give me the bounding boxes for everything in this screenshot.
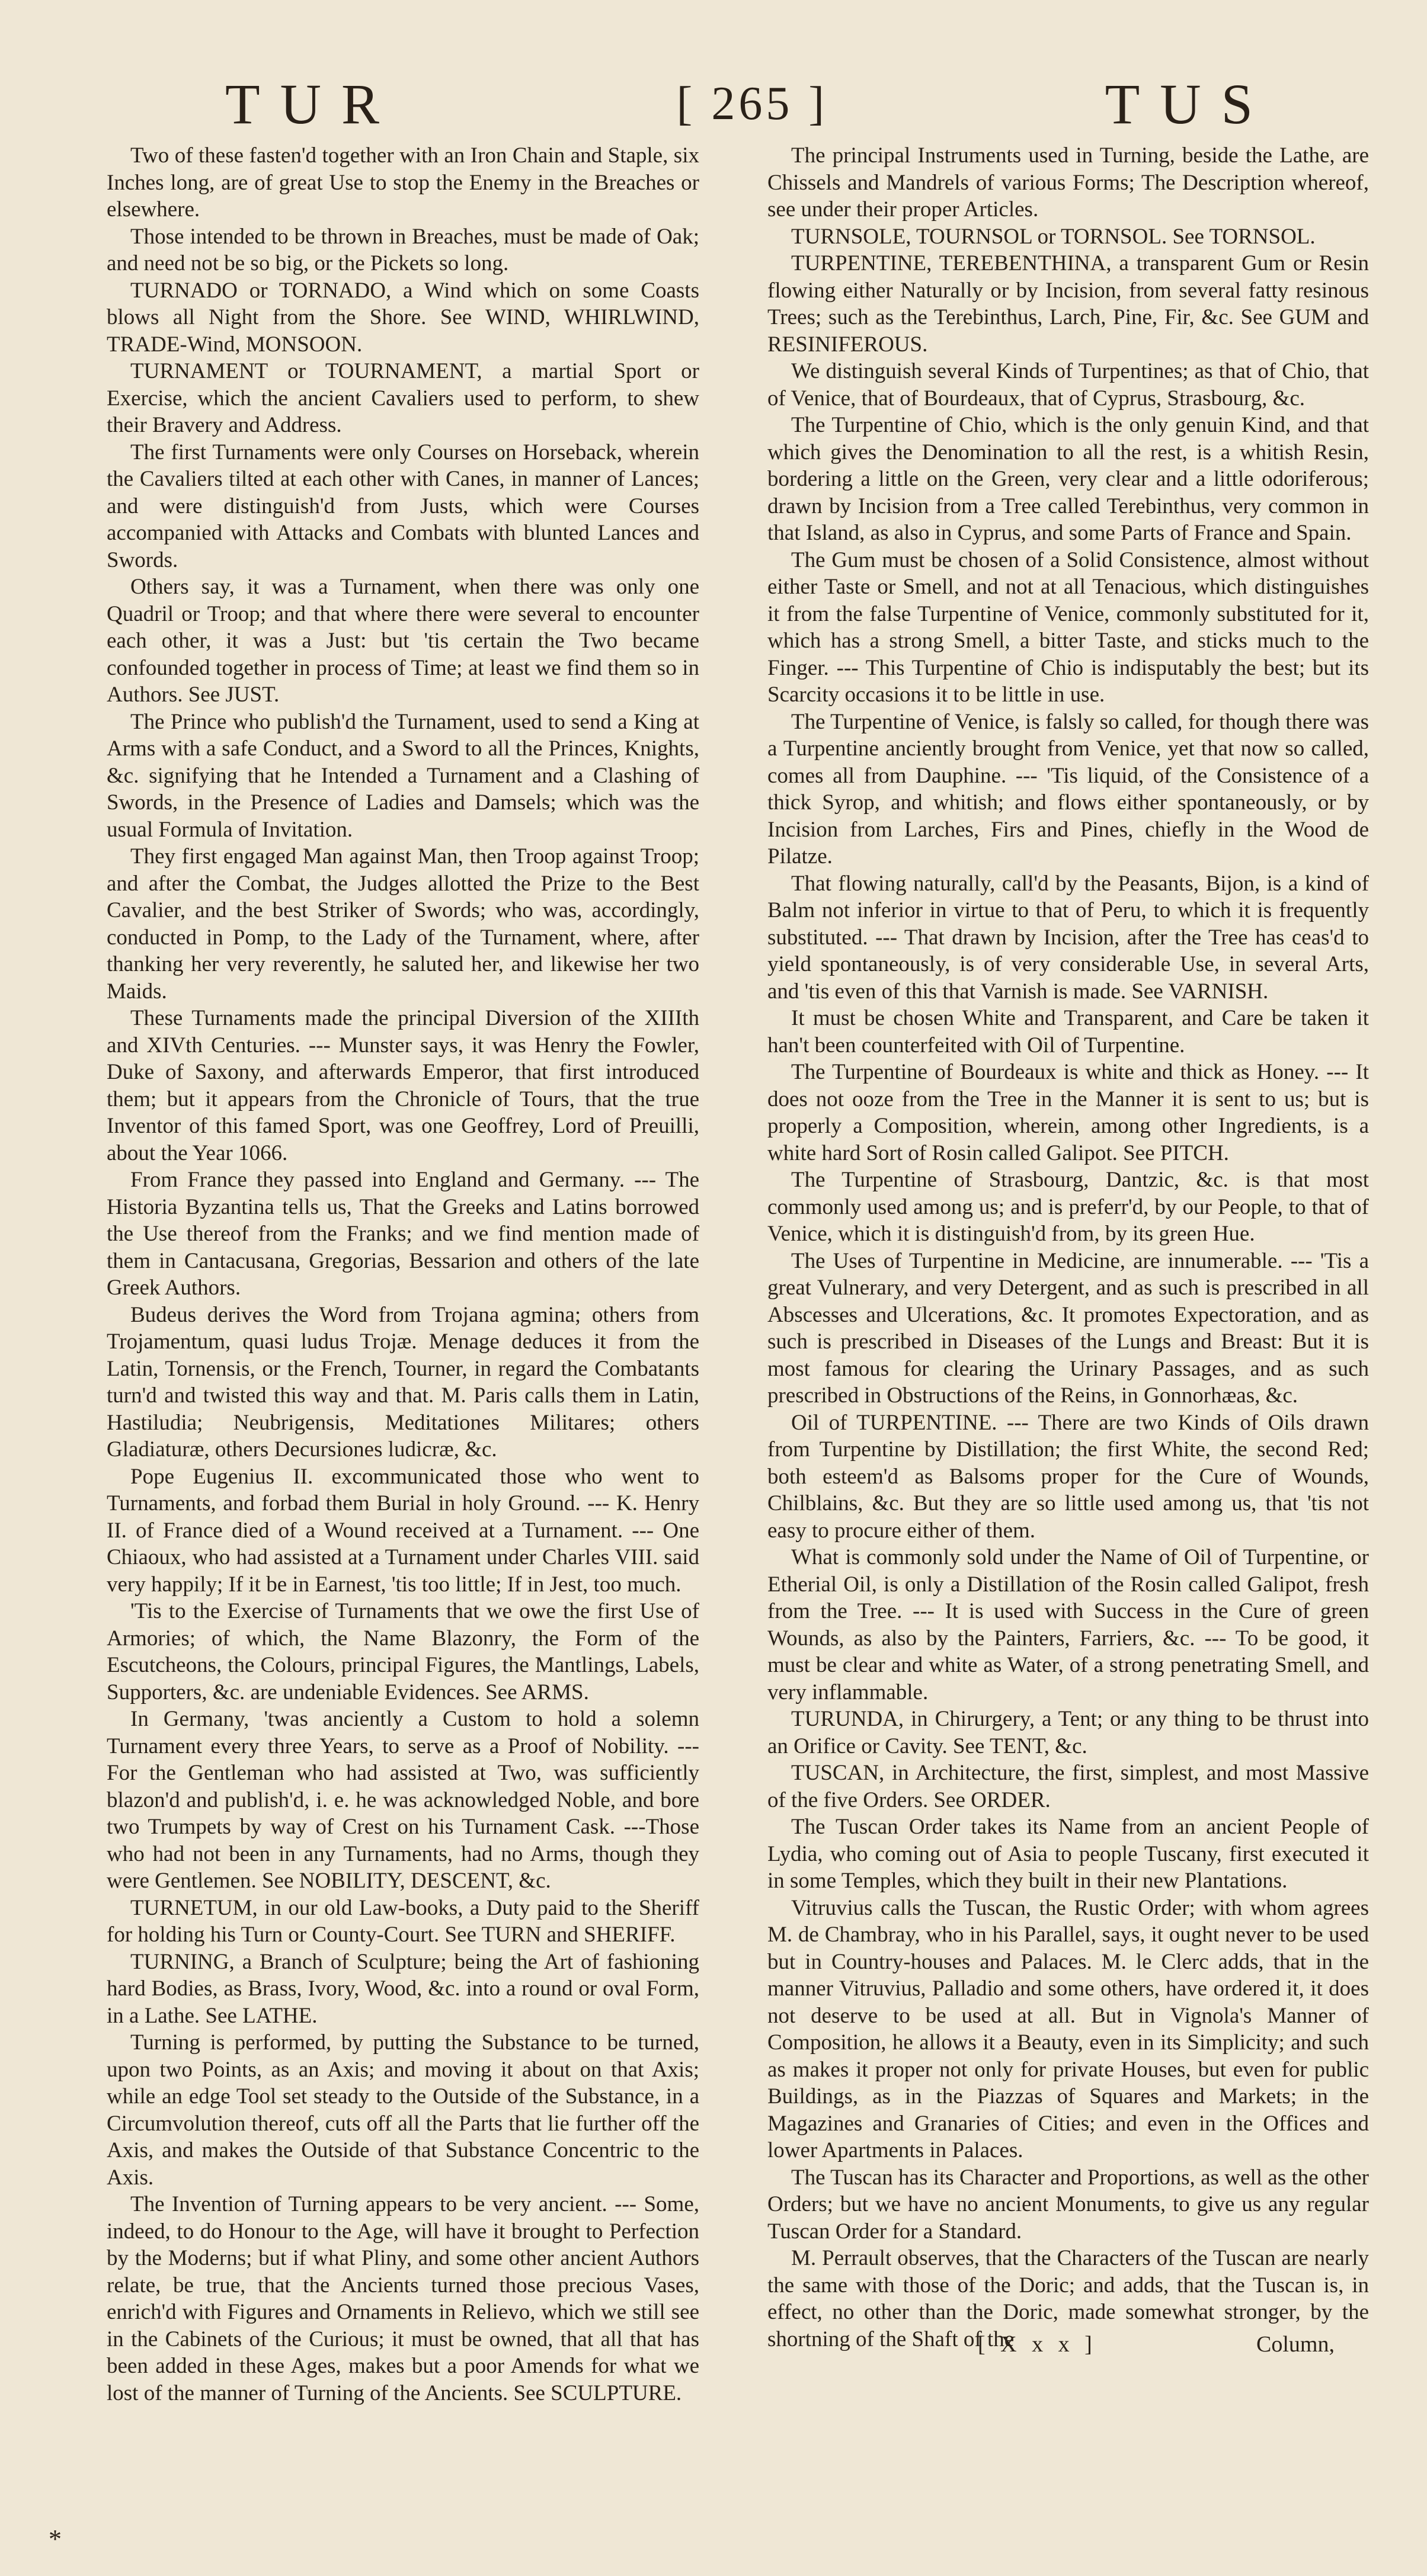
paragraph: TURNSOLE, TOURNSOL or TORNSOL. See TORNSOL.: [791, 224, 1316, 249]
paragraph: The principal Instruments used in Turning, beside the Lathe, are Chissels and Mandrels of various Forms; The Description whereof, see under their proper Articles.: [767, 143, 1369, 222]
paragraph: From France they passed into England and Germany. --- The Historia Byzantina tells us, That the Greeks and Latins borrowed the Use thereof from the Franks; and we find mention made of them in Cantacusana, Gregorias, Bessarion and others of the late Greek Authors.: [107, 1168, 699, 1300]
paragraph: TURNETUM, in our old Law-books, a Duty paid to the Sheriff for holding his Turn or County-Court. See TURN and SHERIFF.: [107, 1895, 699, 1947]
header-right-word: TUS: [1105, 72, 1273, 136]
paragraph: Two of these fasten'd together with an Iron Chain and Staple, six Inches long, are of great Use to stop the Enemy in the Breaches or elsewhere.: [107, 143, 699, 222]
paragraph: TURUNDA, in Chirurgery, a Tent; or any thing to be thrust into an Orifice or Cavity. See TENT, &c.: [767, 1707, 1369, 1758]
paragraph: Pope Eugenius II. excommunicated those who went to Turnaments, and forbad them Burial in holy Ground. --- K. Henry II. of France died of a Wound received at a Turnament. --- One Chiaoux, who had assisted at a Turnament under Charles VIII. said very happily; If it be in Earnest, 'tis too little; If in Jest, too much.: [107, 1464, 699, 1597]
paragraph: The first Turnaments were only Courses on Horseback, wherein the Cavaliers tilted at each other with Canes, in manner of Lances; and were distinguish'd from Justs, which were Courses accompanied with Attacks and Combats with blunted Lances and Swords.: [107, 440, 699, 572]
paragraph: The Turpentine of Strasbourg, Dantzic, &c. is that most commonly used among us; and is preferr'd, by our People, to that of Venice, which it is distinguish'd from, by its green Hue.: [767, 1168, 1369, 1246]
paragraph: It must be chosen White and Transparent, and Care be taken it han't been counterfeited with Oil of Turpentine.: [767, 1006, 1369, 1058]
paragraph: Others say, it was a Turnament, when there was only one Quadril or Troop; and that where there were several to encounter each other, it was a Just: but 'tis certain the Two became confounded together in process of Time; at least we find them so in Authors. See JUST.: [107, 575, 699, 707]
paragraph: In Germany, 'twas anciently a Custom to hold a solemn Turnament every three Years, to serve as a Proof of Nobility. --- For the Gentleman who had assisted at Two, was sufficiently blazon'd and publish'd, i. e. he was acknowledged Noble, and bore two Trumpets by way of Crest on his Turnament Cask. ---Those who had not been in any Turnaments, had no Arms, though they were Gentlemen. See NOBILITY, DESCENT, &c.: [107, 1707, 699, 1893]
paragraph: The Tuscan Order takes its Name from an ancient People of Lydia, who coming out of Asia to people Tuscany, first executed it in some Temples, which they built in their new Plantations.: [767, 1815, 1369, 1893]
paragraph: 'Tis to the Exercise of Turnaments that we owe the first Use of Armories; of which, the Name Blazonry, the Form of the Escutcheons, the Colours, principal Figures, the Mantlings, Labels, Supporters, &c. are undeniable Evidences. See ARMS.: [107, 1599, 699, 1704]
page-header: [225, 65, 1273, 142]
paragraph: TURNAMENT or TOURNAMENT, a martial Sport or Exercise, which the ancient Cavaliers used to perform, to shew their Bravery and Address.: [107, 359, 699, 437]
paragraph: Vitruvius calls the Tuscan, the Rustic Order; with whom agrees M. de Chambray, who in his Parallel, says, it ought never to be used but in Country-houses and Palaces. M. le Clerc adds, that in the manner Vitruvius, Palladio and some others, have ordered it, it does not deserve to be used at all. But in Vignola's Manner of Composition, he allows it a Beauty, even in its Simplicity; and such as makes it proper not only for private Houses, but even for public Buildings, as in the Piazzas of Squares and Markets; in the Magazines and Granaries of Cities; and even in the Offices and lower Apartments in Palaces.: [767, 1895, 1369, 2162]
paragraph: Turning is performed, by putting the Substance to be turned, upon two Points, as an Axis; and moving it about on that Axis; while an edge Tool set steady to the Outside of the Substance, in a Circumvolution thereof, cuts off all the Parts that lie further off the Axis, and makes the Outside of that Substance Concentric to the Axis.: [107, 2030, 699, 2190]
paragraph: The Turpentine of Chio, which is the only genuin Kind, and that which gives the Denomination to all the rest, is a whitish Resin, bordering a little on the Green, very clear and a little odoriferous; drawn by Incision from a Tree called Terebinthus, very common in that Island, as also in Cyprus, and some Parts of France and Spain.: [767, 413, 1369, 545]
paragraph: They first engaged Man against Man, then Troop against Troop; and after the Combat, the Judges allotted the Prize to the Best Cavalier, and the best Striker of Swords; who was, accordingly, conducted in Pomp, to the Lady of the Turnament, where, after thanking her very reverently, he saluted her, and likewise her two Maids.: [107, 844, 699, 1004]
paragraph: M. Perrault observes, that the Characters of the Tuscan are nearly the same with those of the Doric; and adds, that the Tuscan is, in effect, no other than the Doric, made somewhat stronger, by the shortning of the Shaft of the: [767, 2246, 1369, 2351]
catchword: Column,: [1256, 2332, 1335, 2357]
paragraph: The Tuscan has its Character and Proportions, as well as the other Orders; but we have no ancient Monuments, to give us any regular Tuscan Order for a Standard.: [767, 2165, 1369, 2244]
paragraph: TUSCAN, in Architecture, the first, simplest, and most Massive of the five Orders. See ORDER.: [767, 1761, 1369, 1812]
paragraph: These Turnaments made the principal Diversion of the XIIIth and XIVth Centuries. --- Munster says, it was Henry the Fowler, Duke of Saxony, and afterwards Emperor, that first introduced them; but it appears from the Chronicle of Tours, that the true Inventor of this famed Sport, was one Geoffrey, Lord of Preuilli, about the Year 1066.: [107, 1006, 699, 1165]
paragraph: The Turpentine of Venice, is falsly so called, for though there was a Turpentine anciently brought from Venice, yet that now so called, comes all from Dauphine. --- 'Tis liquid, of the Consistence of a thick Syrop, and whitish; and flows either spontaneously, or by Incision from Larches, Firs and Pines, chiefly in the Wood de Pilatze.: [767, 709, 1369, 869]
paragraph: TURPENTINE, TEREBENTHINA, a transparent Gum or Resin flowing either Naturally or by Incision, from several fatty resinous Trees; such as the Terebinthus, Larch, Pine, Fir, &c. See GUM and RESINIFEROUS.: [767, 251, 1369, 357]
paragraph: We distinguish several Kinds of Turpentines; as that of Chio, that of Venice, that of Bourdeaux, that of Cyprus, Strasbourg, &c.: [767, 359, 1369, 411]
asterisk-mark: *: [49, 2524, 62, 2553]
paragraph: The Gum must be chosen of a Solid Consistence, almost without either Taste or Smell, and not at all Tenacious, which distinguishes it from the false Turpentine of Venice, commonly substituted for it, which has a strong Smell, a bitter Taste, and sticks much to the Finger. --- This Turpentine of Chio is indisputably the best; but its Scarcity occasions it to be little in use.: [767, 547, 1369, 707]
paragraph: TURNADO or TORNADO, a Wind which on some Coasts blows all Night from the Shore. See WIND, WHIRLWIND, TRADE-Wind, MONSOON.: [107, 278, 699, 357]
paragraph: The Uses of Turpentine in Medicine, are innumerable. --- 'Tis a great Vulnerary, and very Detergent, and as such is prescribed in all Abscesses and Ulcerations, &c. It promotes Expectoration, and as such is prescribed in Diseases of the Lungs and Breast: But it is most famous for clearing the Urinary Passages, and as such prescribed in Obstructions of the Reins, in Gonnorhæas, &c.: [767, 1248, 1369, 1408]
paragraph: The Invention of Turning appears to be very ancient. --- Some, indeed, to do Honour to the Age, will have it brought to Perfection by the Moderns; but if what Pliny, and some other ancient Authors relate, be true, that the Ancients turned those precious Vases, enrich'd with Figures and Ornaments in Relievo, which we still see in the Cabinets of the Curious; it must be owned, that all that has been added in these Ages, makes but a poor Amends for what we lost of the manner of Turning of the Ancients. See SCULPTURE.: [107, 2192, 699, 2405]
paragraph: TURNING, a Branch of Sculpture; being the Art of fashioning hard Bodies, as Brass, Ivory, Wood, &c. into a round or oval Form, in a Lathe. See LATHE.: [107, 1949, 699, 2028]
paragraph: What is commonly sold under the Name of Oil of Turpentine, or Etherial Oil, is only a Distillation of the Rosin called Galipot, fresh from the Tree. --- It is used with Success in the Cure of green Wounds, as also by the Painters, Farriers, &c. --- To be good, it must be clear and white as Water, of a strong penetrating Smell, and very inflammable.: [767, 1545, 1369, 1704]
paragraph: That flowing naturally, call'd by the Peasants, Bijon, is a kind of Balm not inferior in virtue to that of Peru, to which it is frequently substituted. --- That drawn by Incision, after the Tree has ceas'd to yield spontaneously, is of very considerable Use, in several Arts, and 'tis even of this that Varnish is made. See VARNISH.: [767, 871, 1369, 1004]
page-number: [ 265 ]: [676, 77, 828, 130]
header-left-word: TUR: [225, 72, 399, 136]
paragraph: Oil of TURPENTINE. --- There are two Kinds of Oils drawn from Turpentine by Distillation; the first White, the second Red; both esteem'd as Balsoms proper for the Cure of Wounds, Chilblains, &c. But they are so little used among us, that 'tis not easy to procure either of them.: [767, 1410, 1369, 1543]
signature-mark: [ X x x ]: [978, 2332, 1097, 2357]
paragraph: The Turpentine of Bourdeaux is white and thick as Honey. --- It does not ooze from the Tree in the Manner it is sent to us; but is properly a Composition, wherein, among other Ingredients, is a white hard Sort of Rosin called Galipot. See PITCH.: [767, 1060, 1369, 1165]
left-column: [107, 142, 699, 2405]
paragraph: Those intended to be thrown in Breaches, must be made of Oak; and need not be so big, or the Pickets so long.: [107, 224, 699, 275]
paragraph: The Prince who publish'd the Turnament, used to send a King at Arms with a safe Conduct, and a Sword to all the Princes, Knights, &c. signifying that he Intended a Turnament and a Clashing of Swords, in the Presence of Ladies and Damsels; which was the usual Formula of Invitation.: [107, 709, 699, 842]
paragraph: Budeus derives the Word from Trojana agmina; others from Trojamentum, quasi ludus Trojæ. Menage deduces it from the Latin, Tornensis, or the French, Tourner, in regard the Combatants turn'd and twisted this way and that. M. Paris calls them in Latin, Hastiludia; Neubrigensis, Meditationes Militares; others Gladiaturæ, others Decursiones ludicræ, &c.: [107, 1302, 699, 1462]
